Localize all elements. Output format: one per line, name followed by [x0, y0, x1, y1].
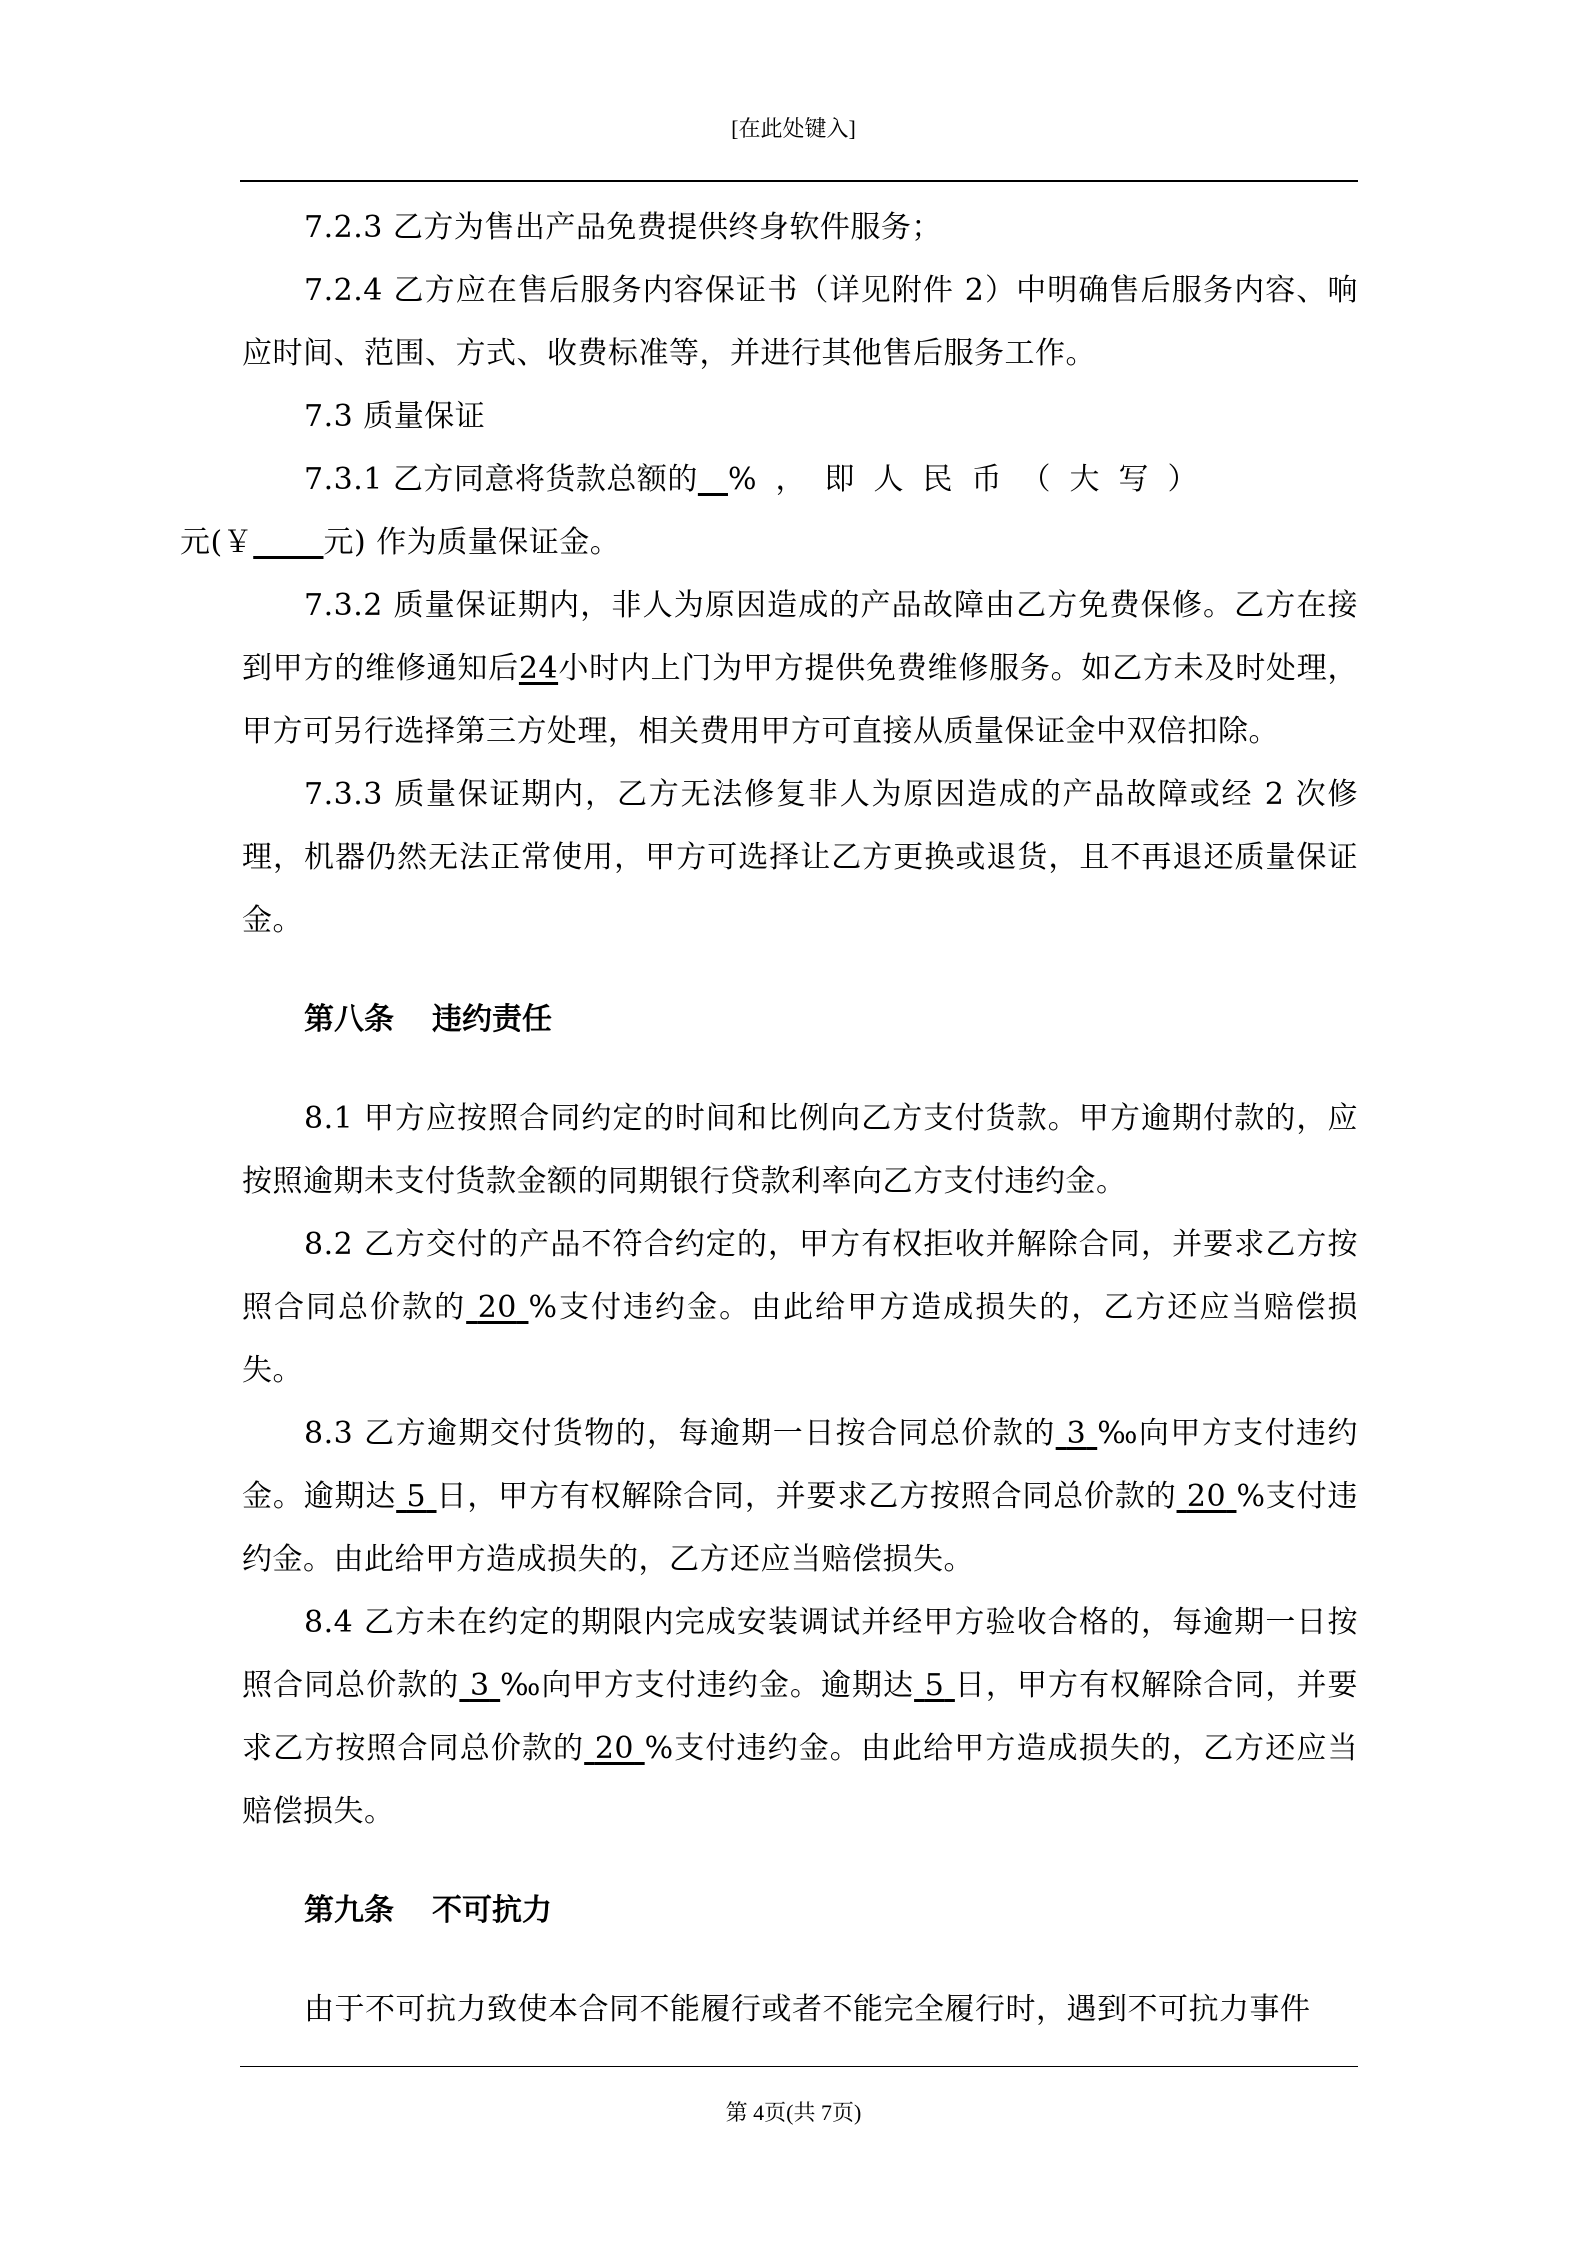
clause-7-3-1-text-d: 元) 作为质量保证金。	[323, 525, 621, 560]
overdue-days-value	[396, 1479, 436, 1514]
spacer	[242, 1051, 1358, 1087]
article-8-number: 第八条	[304, 1002, 394, 1037]
clause-8-3	[242, 1402, 1358, 1591]
page-header: [在此处键入]	[731, 116, 856, 141]
clause-7-3-heading: 7.3 质量保证	[304, 399, 486, 434]
clause-8-2-text-a: 8.2 乙方交付的产品不符合约定的，甲方有权拒收并解除合同，并要求乙方按照合同总价款的	[242, 1227, 1358, 1325]
overdue-days-value	[914, 1668, 955, 1703]
daily-penalty-number: 3	[1066, 1416, 1087, 1451]
daily-penalty-value	[1056, 1416, 1098, 1451]
termination-penalty-value	[1177, 1479, 1237, 1514]
clause-8-2	[242, 1213, 1358, 1402]
clause-7-3-2-text-b: 小时内上门为甲方提供免费维修服务。如乙方未及时处理，甲方可另行选择第三方处理，相关费用甲方可直接从质量保证金中双倍扣除。	[242, 651, 1359, 749]
termination-penalty-number: 20	[594, 1731, 635, 1766]
response-hours-value: 24	[518, 651, 559, 686]
daily-penalty-number: 3	[469, 1668, 490, 1703]
clause-7-3-1	[180, 448, 1358, 574]
clause-8-3-text-a: 8.3 乙方逾期交付货物的，每逾期一日按合同总价款的	[304, 1416, 1056, 1451]
penalty-percent-value	[466, 1290, 528, 1325]
overdue-days-number: 5	[406, 1479, 427, 1514]
clause-7-3-2	[242, 574, 1358, 763]
clause-7-3-1-text-a: 7.3.1 乙方同意将货款总额的	[304, 462, 698, 497]
spacer	[242, 1942, 1358, 1978]
clause-8-2-text-b: %支付违约金。由此给甲方造成损失的，乙方还应当赔偿损失。	[242, 1290, 1358, 1388]
spacer	[242, 952, 1358, 988]
clause-7-3-2-text-a: 7.3.2 质量保证期内，非人为原因造成的产品故障由乙方免费保修。乙方在接到甲方的维修通知后	[242, 588, 1358, 686]
overdue-days-number: 5	[924, 1668, 945, 1703]
article-8-title: 违约责任	[432, 1002, 552, 1037]
clause-8-3-text-b: ‰向甲方支付违约金。逾期达	[242, 1416, 1358, 1514]
daily-penalty-value	[459, 1668, 500, 1703]
clause-8-1: 8.1 甲方应按照合同约定的时间和比例向乙方支付货款。甲方逾期付款的，应按照逾期未支付货款金额的同期银行贷款利率向乙方支付违约金。	[242, 1101, 1358, 1199]
article-8-heading	[242, 988, 1358, 1051]
clause-8-3-text-c: 日，甲方有权解除合同，并要求乙方按照合同总价款的	[436, 1479, 1177, 1514]
clause-8-3-text-d: %支付违约金。由此给甲方造成损失的，乙方还应当赔偿损失。	[242, 1479, 1358, 1577]
article-9-number: 第九条	[304, 1893, 394, 1928]
header-rule	[240, 180, 1358, 182]
deposit-percent-blank	[698, 462, 728, 497]
deposit-amount-blank	[253, 525, 323, 560]
clause-8-4-text-a: 8.4 乙方未在约定的期限内完成安装调试并经甲方验收合格的，每逾期一日按照合同总价款的	[242, 1605, 1358, 1703]
article-9-heading	[242, 1879, 1358, 1942]
termination-penalty-number: 20	[1186, 1479, 1227, 1514]
page-footer: 第 4页(共 7页)	[725, 2100, 862, 2125]
termination-penalty-value	[584, 1731, 645, 1766]
document-body	[180, 196, 1359, 2041]
clause-7-3-1-text-b: %，即人民币（大写）	[727, 462, 1217, 497]
footer-rule	[240, 2066, 1358, 2067]
clause-8-4	[242, 1591, 1358, 1843]
article-9-title: 不可抗力	[432, 1893, 552, 1928]
clause-7-3-3: 7.3.3 质量保证期内，乙方无法修复非人为原因造成的产品故障或经 2 次修理，机器仍然无法正常使用，甲方可选择让乙方更换或退货，且不再退还质量保证金。	[242, 777, 1358, 938]
clause-8-4-text-c: 日，甲方有权解除合同，并要求乙方按照合同总价款的	[242, 1668, 1358, 1766]
clause-9-text: 由于不可抗力致使本合同不能履行或者不能完全履行时，遇到不可抗力事件	[304, 1992, 1311, 2027]
spacer	[242, 1843, 1358, 1879]
clause-7-3-1-text-c: 元(￥	[180, 525, 254, 560]
clause-7-2-4: 7.2.4 乙方应在售后服务内容保证书（详见附件 2）中明确售后服务内容、响应时间、范围、方式、收费标准等，并进行其他售后服务工作。	[242, 273, 1358, 371]
clause-8-4-text-d: %支付违约金。由此给甲方造成损失的，乙方还应当赔偿损失。	[242, 1731, 1359, 1829]
clause-8-4-text-b: ‰向甲方支付违约金。逾期达	[500, 1668, 915, 1703]
penalty-percent-number: 20	[477, 1290, 517, 1325]
clause-7-2-3: 7.2.3 乙方为售出产品免费提供终身软件服务；	[304, 210, 942, 245]
